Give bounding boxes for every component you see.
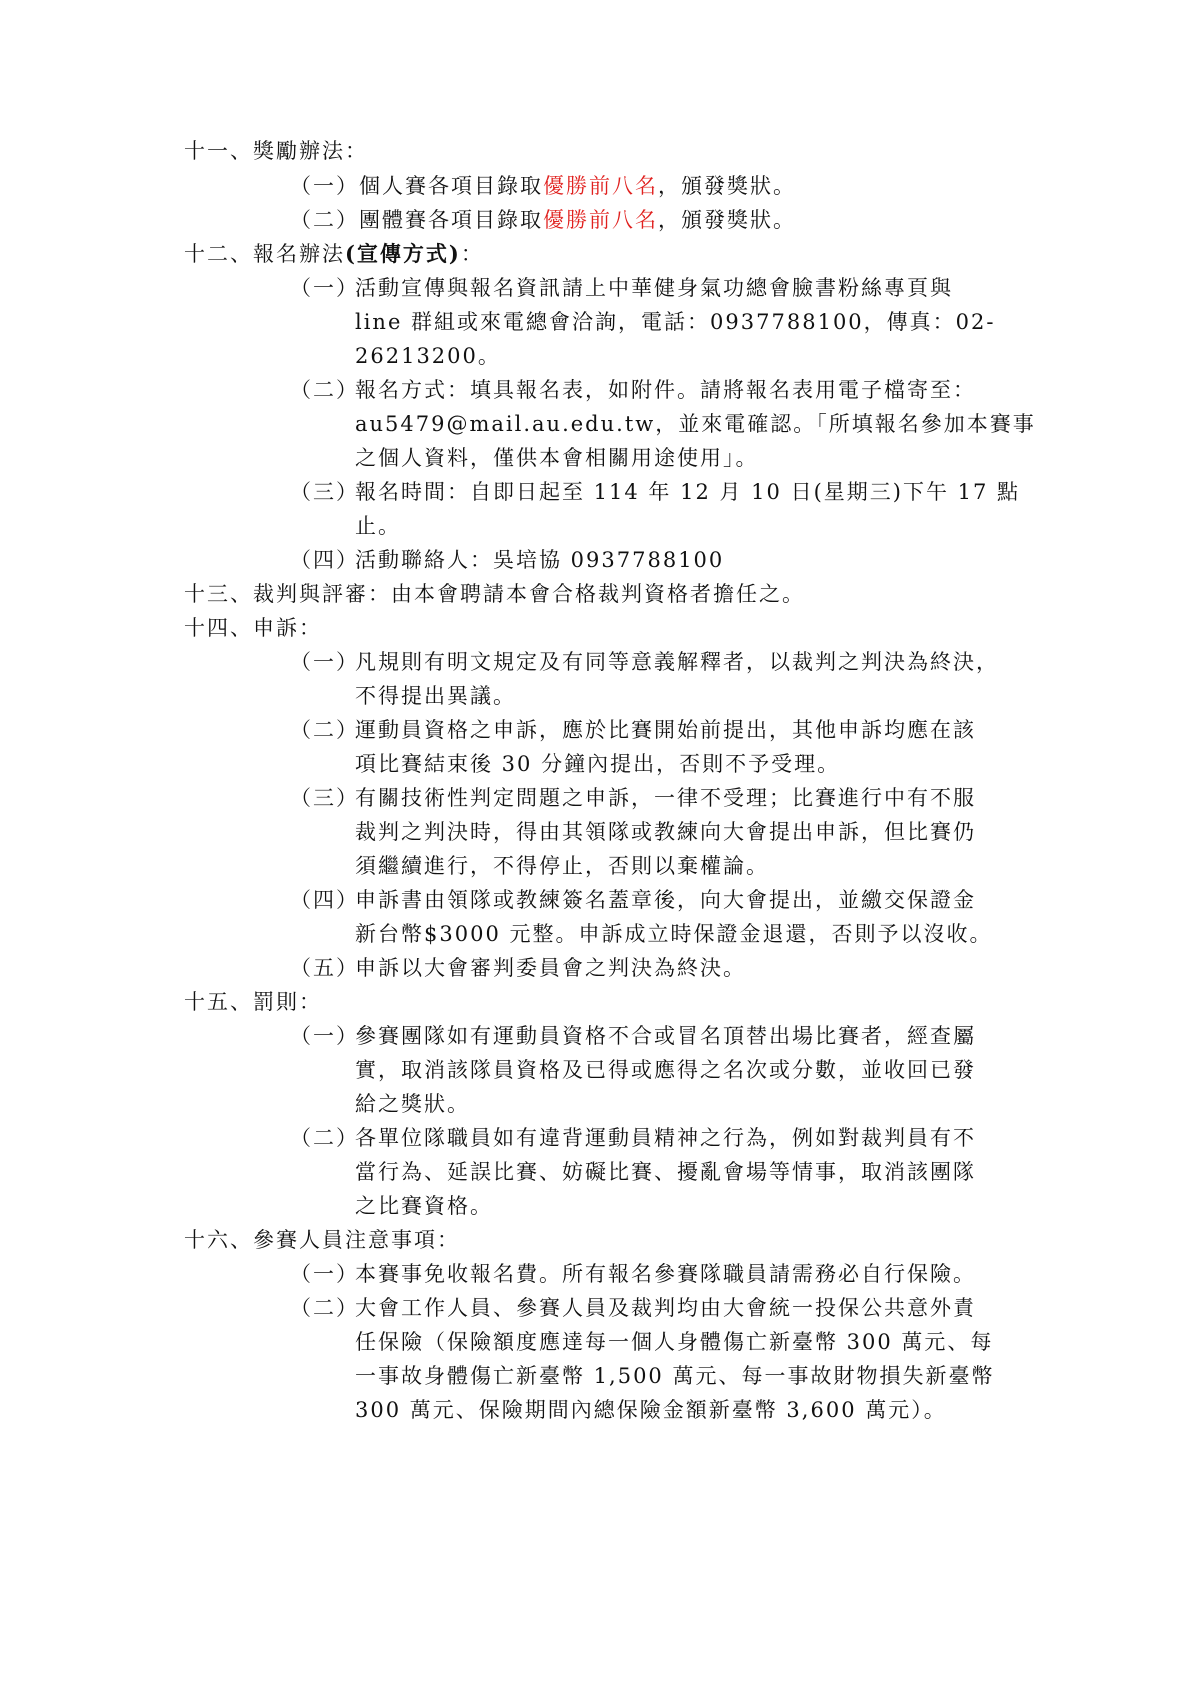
- section-12-item-3-number: （三）: [290, 480, 359, 504]
- section-11-item-1: [290, 171, 796, 201]
- section-12-item-2-line-1: 報名方式：填具報名表，如附件。請將報名表用電子檔寄至：: [355, 378, 976, 402]
- section-16-item-1-number: （一）: [290, 1262, 359, 1286]
- section-14-item-1-line-1: 凡規則有明文規定及有同等意義解釋者，以裁判之判決為終決，: [355, 650, 999, 674]
- section-15-item-2-line-1: 各單位隊職員如有違背運動員精神之行為，例如對裁判員有不: [355, 1126, 976, 1150]
- section-16-item-2-line-3: 一事故身體傷亡新臺幣 1,500 萬元、每一事故財物損失新臺幣: [355, 1364, 995, 1388]
- section-14-item-3-line-3: 須繼續進行，不得停止，否則以棄權論。: [355, 854, 769, 878]
- section-12-item-2-line-3: 之個人資料，僅供本會相關用途使用」。: [355, 446, 759, 470]
- section-15-title: 十五、罰則：: [184, 990, 322, 1014]
- section-12-item-2-line-2: au5479@mail.au.edu.tw，並來電確認。「所填報名參加本賽事: [355, 412, 1036, 436]
- section-title-text: 十二、報名辦法: [184, 242, 345, 266]
- section-14-item-3-line-2: 裁判之判決時，得由其領隊或教練向大會提出申訴，但比賽仍: [355, 820, 976, 844]
- item-number: （一）: [290, 174, 359, 198]
- section-title-bold: (宣傳方式): [345, 241, 461, 266]
- section-16-item-2-line-2: 任保險（保險額度應達每一個人身體傷亡新臺幣 300 萬元、每: [355, 1330, 994, 1354]
- section-12-item-3-line-1: 報名時間：自即日起至 114 年 12 月 10 日(星期三)下午 17 點: [355, 480, 1021, 504]
- section-14-item-3-line-1: 有關技術性判定問題之申訴，一律不受理；比賽進行中有不服: [355, 786, 976, 810]
- section-14-item-4-line-2: 新台幣$3000 元整。申訴成立時保證金退還，否則予以沒收。: [355, 922, 993, 946]
- section-14-item-3-number: （三）: [290, 786, 359, 810]
- section-15-item-1-number: （一）: [290, 1024, 359, 1048]
- section-13-title: 十三、裁判與評審：由本會聘請本會合格裁判資格者擔任之。: [184, 582, 805, 606]
- section-16-item-2-line-4: 300 萬元、保險期間內總保險金額新臺幣 3,600 萬元）。: [355, 1398, 947, 1422]
- section-14-item-4-number: （四）: [290, 888, 359, 912]
- item-text: ，頒發獎狀。: [658, 174, 796, 198]
- section-16-item-1-line-1: 本賽事免收報名費。所有報名參賽隊職員請需務必自行保險。: [355, 1262, 976, 1286]
- item-number: （二）: [290, 208, 359, 232]
- section-14-item-5-line-1: 申訴以大會審判委員會之判決為終決。: [355, 956, 746, 980]
- item-text: 個人賽各項目錄取: [359, 174, 543, 198]
- section-15-item-1-line-1: 參賽團隊如有運動員資格不合或冒名頂替出場比賽者，經查屬: [355, 1024, 976, 1048]
- section-title-colon: ：: [460, 242, 484, 266]
- section-15-item-1-line-3: 給之獎狀。: [355, 1092, 470, 1116]
- section-14-item-2-number: （二）: [290, 718, 359, 742]
- section-12-item-2-number: （二）: [290, 378, 359, 402]
- section-11-item-2: [290, 205, 796, 235]
- section-12-item-1-line-1: 活動宣傳與報名資訊請上中華健身氣功總會臉書粉絲專頁與: [355, 276, 953, 300]
- section-12-item-1-line-2: line 群組或來電總會洽詢，電話：0937788100，傳真：02-: [355, 310, 996, 334]
- section-14-item-1-number: （一）: [290, 650, 359, 674]
- section-12-item-1-line-3: 26213200。: [355, 344, 501, 368]
- section-16-item-2-line-1: 大會工作人員、參賽人員及裁判均由大會統一投保公共意外責: [355, 1296, 976, 1320]
- section-16-item-2-number: （二）: [290, 1296, 359, 1320]
- highlight-text: 優勝前八名: [543, 208, 658, 232]
- section-15-item-1-line-2: 實，取消該隊員資格及已得或應得之名次或分數，並收回已發: [355, 1058, 976, 1082]
- section-12-item-1-number: （一）: [290, 276, 359, 300]
- section-12-item-3-line-2: 止。: [355, 514, 401, 538]
- item-text: ，頒發獎狀。: [658, 208, 796, 232]
- section-14-title: 十四、申訴：: [184, 616, 322, 640]
- section-14-item-2-line-1: 運動員資格之申訴，應於比賽開始前提出，其他申訴均應在該: [355, 718, 976, 742]
- section-14-item-2-line-2: 項比賽結束後 30 分鐘內提出，否則不予受理。: [355, 752, 841, 776]
- section-16-title: 十六、參賽人員注意事項：: [184, 1228, 460, 1252]
- section-12-item-4-number: （四）: [290, 548, 359, 572]
- section-15-item-2-line-2: 當行為、延誤比賽、妨礙比賽、擾亂會場等情事，取消該團隊: [355, 1160, 976, 1184]
- section-12-title: [184, 239, 484, 269]
- section-12-item-4-line-1: 活動聯絡人：吳培協 0937788100: [355, 548, 725, 572]
- section-14-item-5-number: （五）: [290, 956, 359, 980]
- section-14-item-4-line-1: 申訴書由領隊或教練簽名蓋章後，向大會提出，並繳交保證金: [355, 888, 976, 912]
- section-15-item-2-number: （二）: [290, 1126, 359, 1150]
- section-11-title: 十一、獎勵辦法：: [184, 139, 368, 163]
- item-text: 團體賽各項目錄取: [359, 208, 543, 232]
- section-15-item-2-line-3: 之比賽資格。: [355, 1194, 493, 1218]
- highlight-text: 優勝前八名: [543, 174, 658, 198]
- section-14-item-1-line-2: 不得提出異議。: [355, 684, 516, 708]
